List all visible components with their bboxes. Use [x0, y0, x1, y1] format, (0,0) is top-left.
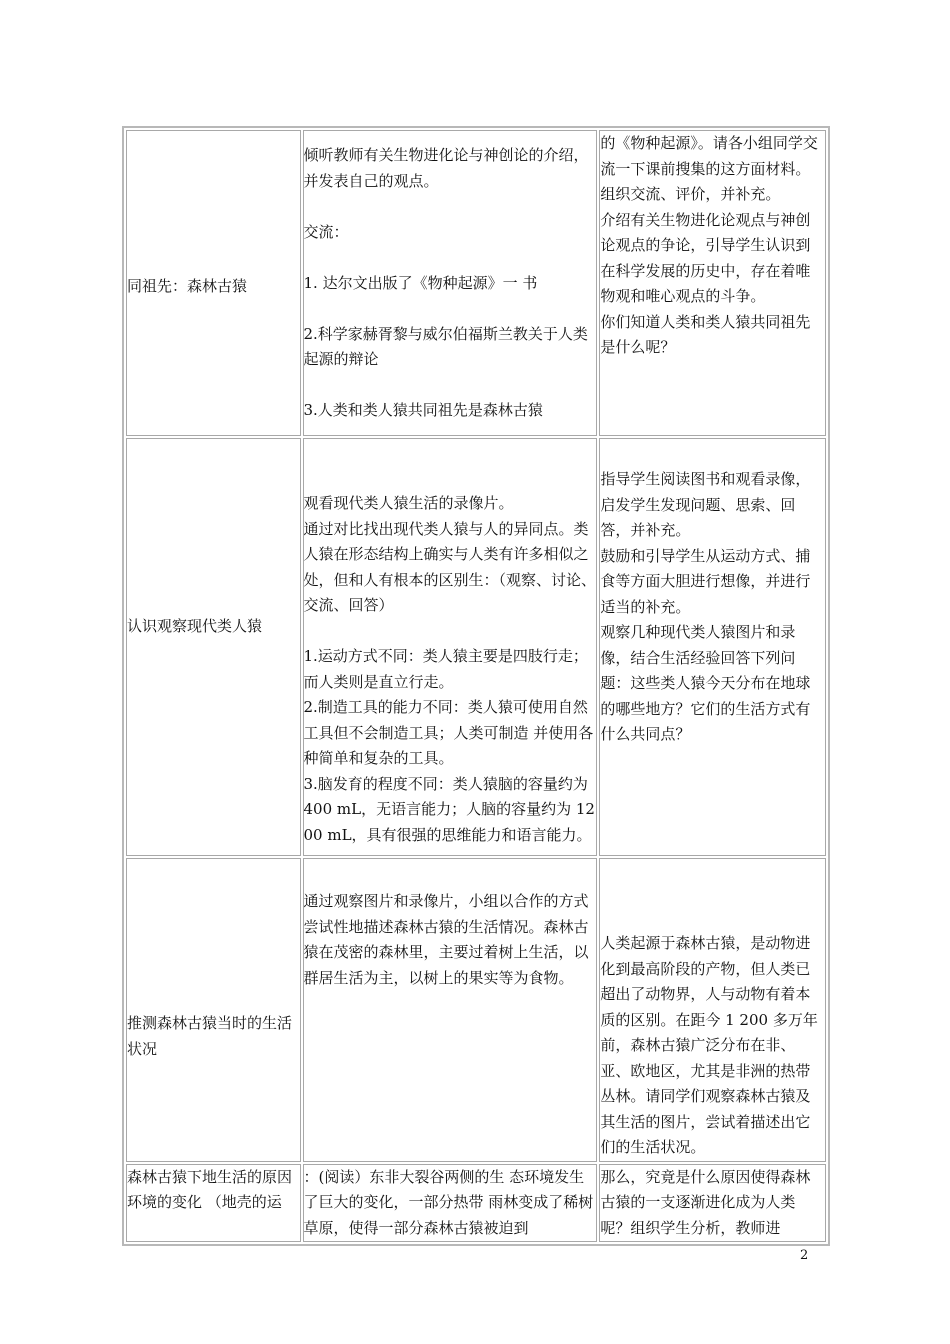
student-activity-cell: [303, 1164, 598, 1242]
student-text: 1.运动方式不同：类人猿主要是四肢行走；而人类则是直立行走。: [303, 647, 588, 691]
student-activity-cell: [303, 130, 598, 436]
topic-text: 同祖先：森林古猿: [127, 277, 248, 296]
teacher-text: 介绍有关生物进化论观点与神创论观点的争论，引导学生认识到在科学发展的历史中，存在着唯物观和唯心观点的斗争。: [600, 210, 811, 305]
topic-cell: [126, 438, 301, 856]
student-text: 1. 达尔文出版了《物种起源》一 书: [303, 273, 538, 292]
teacher-text: 人类起源于森林古猿，是动物进化到最高阶段的产物，但人类已超出了动物界，人与动物有着本质的区别。在距今 1 200 多万年前，森林古猿广泛分布在非、亚、欧地区，尤其是非洲的热带丛林。请同学们观察森林古猿及其生活的图片，尝试着描述出它们的生活状况。: [600, 934, 818, 1156]
teacher-activity-cell: [599, 858, 826, 1162]
teacher-activity-cell: [599, 130, 826, 436]
student-activity-cell: [303, 438, 598, 856]
topic-cell: [126, 1164, 301, 1242]
table-row: [126, 858, 826, 1162]
student-text: 观看现代类人猿生活的录像片。: [303, 494, 514, 512]
student-text: 交流：: [303, 222, 349, 241]
teacher-activity-cell: [599, 438, 826, 856]
teacher-activity-cell: [599, 1164, 826, 1242]
teacher-text: 指导学生阅读图书和观看录像，启发学生发现问题、思索、回答，并补充。: [600, 470, 811, 539]
topic-text: 推测森林古猿当时的生活状况: [127, 1014, 293, 1058]
page-number: 2: [800, 1248, 809, 1263]
student-text: 通过观察图片和录像片，小组以合作的方式尝试性地描述森林古猿的生活情况。森林古猿在茂密的森林里，主要过着树上生活，以群居生活为主，以树上的果实等为食物。: [303, 892, 589, 987]
student-text: 2.制造工具的能力不同：类人猿可使用自然工具但不会制造工具；人类可制造 并使用各种简单和复杂的工具。: [303, 698, 594, 767]
topic-text: 认识观察现代类人猿: [127, 617, 263, 636]
topic-cell: [126, 858, 301, 1162]
topic-text: 森林古猿下地生活的原因 环境的变化 （地壳的运: [127, 1167, 293, 1211]
student-text: 3.人类和类人猿共同祖先是森林古猿: [303, 401, 543, 419]
table-row: [126, 130, 826, 436]
student-text: 3.脑发育的程度不同：类人猿脑的容量约为 400 mL，无语言能力；人脑的容量约为 1200 mL，具有很强的思维能力和语言能力。: [303, 774, 595, 844]
teacher-text: 组织交流、评价，并补充。: [600, 185, 781, 203]
table-row: [126, 438, 826, 856]
teacher-text: 的《物种起源》。请各小组同学交流一下课前搜集的这方面材料。: [600, 134, 818, 178]
lesson-plan-table: [122, 126, 830, 1246]
student-text: 倾听教师有关生物进化论与神创论的介绍，并发表自己的观点。: [303, 146, 589, 190]
student-text: ：(阅读）东非大裂谷两侧的生 态环境发生了巨大的变化，一部分热带 雨林变成了稀树草原，使得一部分森林古猿被迫到: [303, 1167, 594, 1237]
teacher-text: 观察几种现代类人猿图片和录像，结合生活经验回答下列问题：这些类人猿今天分布在地球的哪些地方？它们的生活方式有什么共同点？: [600, 623, 811, 743]
student-text: 2.科学家赫胥黎与威尔伯福斯兰教关于人类起源的辩论: [303, 324, 588, 368]
topic-cell: [126, 130, 301, 436]
student-activity-cell: [303, 858, 598, 1162]
teacher-text: 鼓励和引导学生从运动方式、捕食等方面大胆进行想像，并进行适当的补充。: [600, 546, 811, 616]
student-text: 通过对比找出现代类人猿与人的异同点。类人猿在形态结构上确实与人类有许多相似之处，但和人有根本的区别生：（观察、讨论、交流、回答）: [303, 519, 597, 614]
table-row: [126, 1164, 826, 1242]
teacher-text: 你们知道人类和类人猿共同祖先是什么呢？: [600, 312, 811, 356]
teacher-text: 那么，究竟是什么原因使得森林古猿的一支逐渐进化成为人类呢？组织学生分析，教师进: [600, 1167, 811, 1237]
